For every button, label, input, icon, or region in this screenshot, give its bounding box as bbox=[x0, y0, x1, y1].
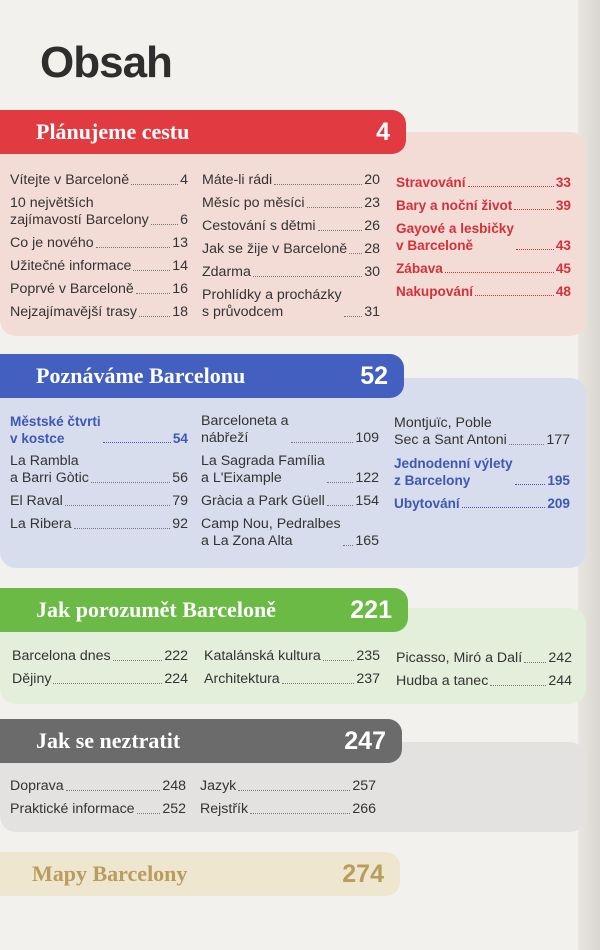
toc-entry bbox=[10, 453, 188, 487]
toc-entry-page: 54 bbox=[172, 431, 188, 446]
toc-entry-page: 109 bbox=[355, 430, 379, 446]
section-title: Poznáváme Barcelonu bbox=[36, 363, 246, 388]
toc-entry bbox=[10, 413, 188, 447]
toc-entry-page: 16 bbox=[172, 281, 188, 297]
toc-entry-page: 23 bbox=[364, 195, 380, 211]
dot-leader bbox=[475, 295, 554, 296]
dot-leader bbox=[344, 316, 363, 317]
toc-entry bbox=[204, 671, 380, 688]
toc-entry-label: Doprava bbox=[10, 778, 64, 794]
toc-entry bbox=[396, 174, 571, 191]
toc-entry-label: Architektura bbox=[204, 671, 280, 687]
toc-entry-label: Bary a noční život bbox=[396, 198, 513, 213]
dot-leader bbox=[515, 484, 546, 485]
toc-entry-page: 266 bbox=[352, 801, 376, 817]
toc-entry-page: 56 bbox=[172, 470, 188, 486]
section-page: 52 bbox=[360, 361, 388, 390]
section-title: Jak porozumět Barceloně bbox=[36, 597, 276, 622]
toc-entry-page: 242 bbox=[548, 650, 572, 666]
toc-entry-page: 222 bbox=[164, 648, 188, 664]
toc-entry-label: La Sagrada Família a L'Eixample bbox=[201, 453, 325, 486]
section-header bbox=[0, 354, 404, 398]
toc-entry-label: Barcelona dnes bbox=[12, 648, 111, 664]
toc-entry-page: 235 bbox=[356, 648, 380, 664]
toc-column-1 bbox=[10, 172, 188, 327]
toc-entry-label: Montjuïc, Poble Sec a Sant Antoni bbox=[394, 415, 507, 448]
section-page: 274 bbox=[342, 859, 384, 888]
toc-column-1 bbox=[10, 413, 188, 539]
toc-entry-page: 18 bbox=[172, 304, 188, 320]
toc-entry-page: 154 bbox=[355, 493, 379, 509]
toc-entry-label: Zábava bbox=[396, 261, 443, 276]
toc-entry-page: 92 bbox=[172, 516, 188, 532]
toc-entry-page: 33 bbox=[555, 175, 571, 190]
toc-entry-page: 28 bbox=[364, 241, 380, 257]
dot-leader bbox=[509, 444, 545, 445]
toc-entry-label: Barceloneta a nábřeží bbox=[201, 413, 289, 446]
toc-entry bbox=[201, 516, 379, 550]
toc-entry bbox=[204, 648, 380, 665]
toc-entry-page: 79 bbox=[172, 493, 188, 509]
toc-entry bbox=[202, 218, 380, 235]
dot-leader bbox=[137, 813, 161, 814]
toc-entry-page: 13 bbox=[172, 235, 188, 251]
dot-leader bbox=[250, 813, 350, 814]
toc-entry bbox=[200, 801, 376, 818]
toc-entry-page: 45 bbox=[555, 261, 571, 276]
dot-leader bbox=[91, 482, 170, 483]
dot-leader bbox=[131, 184, 178, 185]
toc-entry-page: 39 bbox=[555, 198, 571, 213]
toc-entry-label: Užitečné informace bbox=[10, 258, 132, 274]
toc-entry bbox=[396, 260, 571, 277]
section-header bbox=[0, 719, 402, 763]
toc-entry bbox=[10, 195, 188, 229]
toc-entry-label: Gràcia a Park Güell bbox=[201, 493, 325, 509]
section-page: 247 bbox=[344, 726, 386, 755]
toc-entry-label: Prohlídky a procházky s průvodcem bbox=[202, 287, 342, 320]
toc-entry-page: 237 bbox=[356, 671, 380, 687]
dot-leader bbox=[282, 683, 355, 684]
toc-entry bbox=[10, 235, 188, 252]
dot-leader bbox=[238, 790, 350, 791]
section-header bbox=[0, 852, 400, 896]
toc-column-1 bbox=[10, 778, 186, 824]
section-title: Plánujeme cestu bbox=[36, 119, 190, 144]
toc-entry-label: Cestování s dětmi bbox=[202, 218, 316, 234]
toc-entry bbox=[200, 778, 376, 795]
toc-entry bbox=[10, 493, 188, 510]
toc-entry bbox=[10, 304, 188, 321]
dot-leader bbox=[113, 660, 163, 661]
section-page: 4 bbox=[376, 117, 390, 146]
toc-entry-label: Praktické informace bbox=[10, 801, 135, 817]
toc-entry bbox=[10, 258, 188, 275]
section-title: Mapy Barcelony bbox=[32, 861, 188, 886]
section-title: Jak se neztratit bbox=[36, 728, 181, 753]
dot-leader bbox=[53, 683, 162, 684]
toc-entry-page: 6 bbox=[180, 212, 188, 228]
toc-entry-label: Zdarma bbox=[202, 264, 251, 280]
toc-entry-page: 48 bbox=[555, 284, 571, 299]
dot-leader bbox=[74, 528, 171, 529]
dot-leader bbox=[327, 505, 354, 506]
toc-entry bbox=[12, 648, 188, 665]
dot-leader bbox=[462, 507, 546, 508]
toc-entry bbox=[202, 287, 380, 321]
toc-entry-label: Ubytování bbox=[394, 496, 460, 511]
toc-entry bbox=[10, 281, 188, 298]
toc-entry-page: 248 bbox=[162, 778, 186, 794]
dot-leader bbox=[490, 685, 546, 686]
toc-column-3 bbox=[396, 650, 572, 696]
section-page: 221 bbox=[350, 595, 392, 624]
toc-entry-page: 165 bbox=[355, 533, 379, 549]
toc-entry bbox=[202, 241, 380, 258]
toc-entry bbox=[202, 264, 380, 281]
toc-entry-page: 252 bbox=[162, 801, 186, 817]
toc-entry bbox=[202, 172, 380, 189]
toc-entry-label: Jak se žije v Barceloně bbox=[202, 241, 348, 257]
dot-leader bbox=[136, 293, 170, 294]
toc-entry-page: 209 bbox=[547, 496, 570, 511]
toc-entry-page: 224 bbox=[164, 671, 188, 687]
page-title: Obsah bbox=[40, 38, 172, 87]
dot-leader bbox=[468, 186, 554, 187]
toc-entry-label: Gayové a lesbičky v Barceloně bbox=[396, 221, 514, 253]
toc-entry bbox=[201, 493, 379, 510]
dot-leader bbox=[103, 442, 171, 443]
toc-column-2 bbox=[200, 778, 376, 824]
dot-leader bbox=[65, 505, 170, 506]
dot-leader bbox=[524, 662, 546, 663]
dot-leader bbox=[323, 660, 355, 661]
toc-entry-page: 244 bbox=[548, 673, 572, 689]
toc-entry-label: Stravování bbox=[396, 175, 466, 190]
toc-column-3 bbox=[396, 174, 571, 306]
dot-leader bbox=[514, 209, 554, 210]
dot-leader bbox=[291, 442, 354, 443]
dot-leader bbox=[139, 316, 170, 317]
toc-entry-page: 31 bbox=[364, 304, 380, 320]
toc-entry-label: El Raval bbox=[10, 493, 63, 509]
toc-entry-page: 43 bbox=[555, 238, 571, 253]
toc-entry bbox=[396, 650, 572, 667]
toc-entry bbox=[396, 283, 571, 300]
toc-entry-label: Camp Nou, Pedralbes a La Zona Alta bbox=[201, 516, 341, 549]
toc-entry-label: Dějiny bbox=[12, 671, 52, 687]
toc-entry bbox=[394, 495, 570, 512]
toc-entry bbox=[201, 413, 379, 447]
toc-entry bbox=[10, 778, 186, 795]
dot-leader bbox=[96, 247, 171, 248]
toc-column-3 bbox=[394, 415, 570, 518]
toc-entry-page: 195 bbox=[547, 473, 570, 488]
section-header bbox=[0, 588, 408, 632]
toc-entry-label: La Ribera bbox=[10, 516, 72, 532]
toc-entry-label: Městské čtvrti v kostce bbox=[10, 414, 101, 446]
dot-leader bbox=[253, 276, 362, 277]
toc-entry-label: Nakupování bbox=[396, 284, 474, 299]
toc-entry-label: Co je nového bbox=[10, 235, 94, 251]
toc-column-2 bbox=[201, 413, 379, 556]
toc-column-1 bbox=[12, 648, 188, 694]
toc-entry bbox=[396, 673, 572, 690]
toc-entry-label: Máte-li rádi bbox=[202, 172, 273, 188]
toc-entry-page: 14 bbox=[172, 258, 188, 274]
toc-column-2 bbox=[202, 172, 380, 327]
toc-entry-label: Jednodenní výlety z Barcelony bbox=[394, 456, 513, 488]
dot-leader bbox=[307, 207, 363, 208]
toc-entry-label: 10 největších zajímavostí Barcelony bbox=[10, 195, 149, 228]
toc-entry-label: La Rambla a Barri Gòtic bbox=[10, 453, 89, 486]
toc-entry bbox=[394, 415, 570, 449]
dot-leader bbox=[274, 184, 362, 185]
dot-leader bbox=[318, 230, 363, 231]
toc-entry bbox=[396, 197, 571, 214]
toc-entry bbox=[396, 220, 571, 254]
toc-entry bbox=[10, 516, 188, 533]
dot-leader bbox=[327, 482, 354, 483]
toc-entry-label: Rejstřík bbox=[200, 801, 249, 817]
toc-entry-page: 26 bbox=[364, 218, 380, 234]
toc-entry-label: Katalánská kultura bbox=[204, 648, 321, 664]
toc-entry-label: Měsíc po měsíci bbox=[202, 195, 305, 211]
dot-leader bbox=[445, 272, 554, 273]
toc-entry-page: 122 bbox=[355, 470, 379, 486]
toc-entry-label: Vítejte v Barceloně bbox=[10, 172, 130, 188]
toc-entry bbox=[10, 801, 186, 818]
toc-column-2 bbox=[204, 648, 380, 694]
toc-entry bbox=[10, 172, 188, 189]
toc-entry-page: 257 bbox=[352, 778, 376, 794]
toc-entry bbox=[12, 671, 188, 688]
toc-entry bbox=[201, 453, 379, 487]
dot-leader bbox=[343, 545, 354, 546]
toc-entry-page: 20 bbox=[364, 172, 380, 188]
dot-leader bbox=[349, 253, 362, 254]
toc-entry-label: Picasso, Miró a Dalí bbox=[396, 650, 523, 666]
toc-entry-page: 177 bbox=[546, 432, 570, 448]
dot-leader bbox=[516, 249, 554, 250]
toc-entry-label: Poprvé v Barceloně bbox=[10, 281, 134, 297]
toc-entry-page: 4 bbox=[180, 172, 188, 188]
dot-leader bbox=[133, 270, 170, 271]
toc-entry bbox=[202, 195, 380, 212]
dot-leader bbox=[66, 790, 161, 791]
dot-leader bbox=[151, 224, 178, 225]
toc-entry bbox=[394, 455, 570, 489]
toc-entry-page: 30 bbox=[364, 264, 380, 280]
toc-entry-label: Hudba a tanec bbox=[396, 673, 489, 689]
toc-entry-label: Nejzajímavější trasy bbox=[10, 304, 137, 320]
toc-entry-label: Jazyk bbox=[200, 778, 237, 794]
section-header bbox=[0, 110, 406, 154]
